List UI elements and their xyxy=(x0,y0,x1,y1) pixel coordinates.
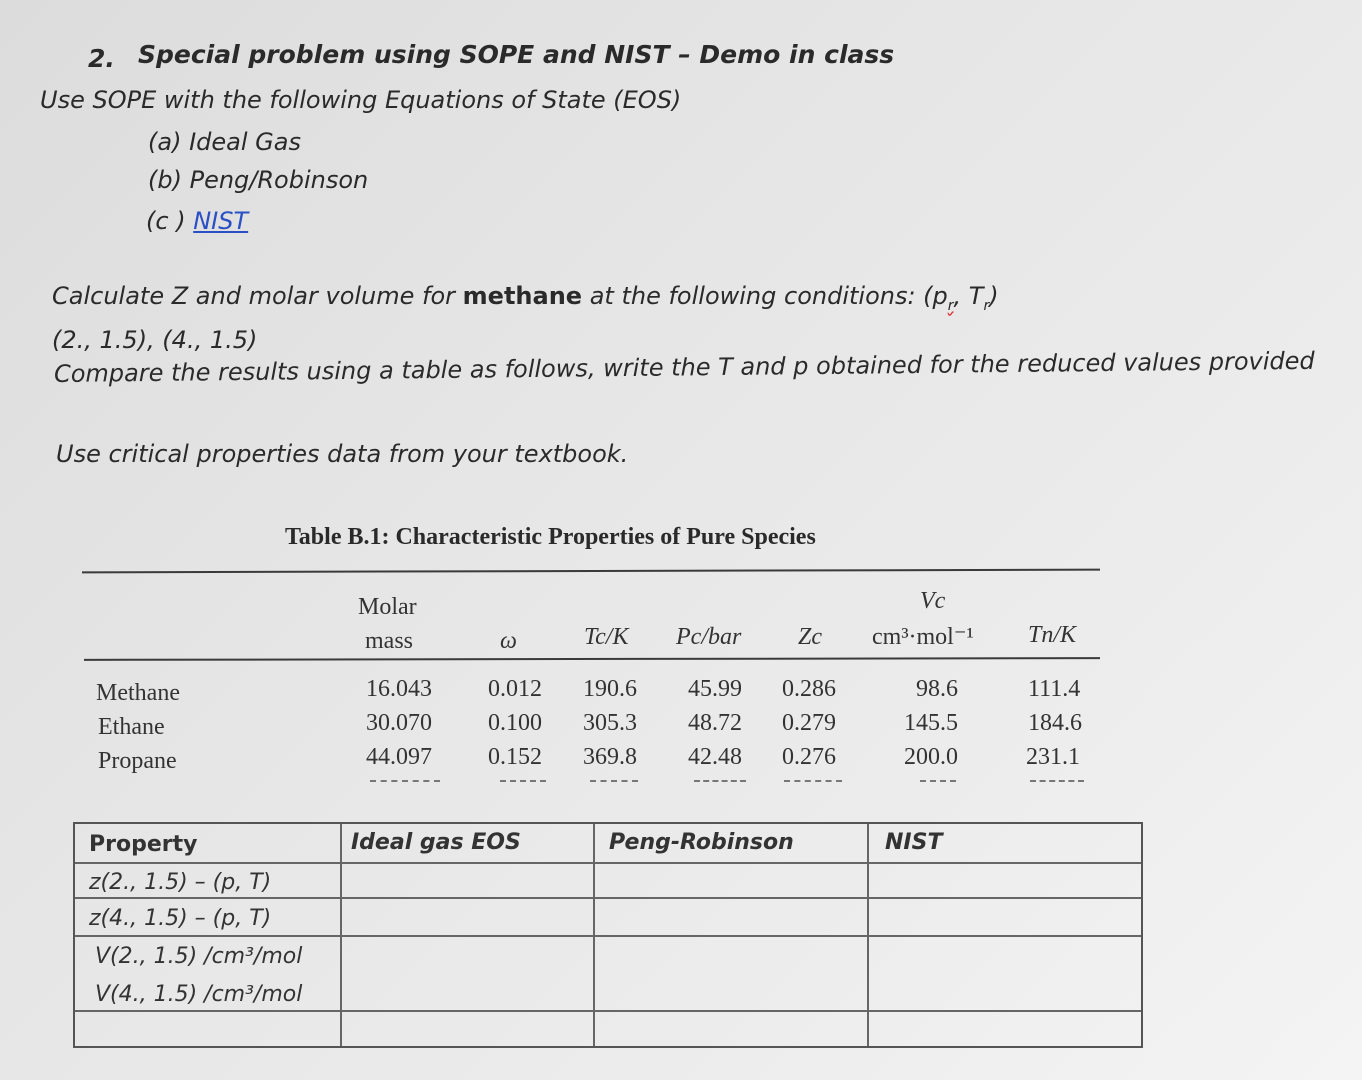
row-name: Propane xyxy=(98,748,177,774)
dash-mark xyxy=(500,780,546,782)
header-peng-robinson: Peng-Robinson xyxy=(609,830,794,855)
calc-suffix: at the following conditions: (p xyxy=(582,282,948,310)
dash-mark xyxy=(590,780,638,782)
table-b1-title: Table B.1: Characteristic Properties of Pure Species xyxy=(285,524,816,550)
header-ideal-gas: Ideal gas EOS xyxy=(351,830,521,855)
nist-link[interactable]: NIST xyxy=(193,207,249,235)
option-a-label: (a) xyxy=(148,128,182,156)
row-pc: 42.48 xyxy=(688,744,742,770)
row-mass: 16.043 xyxy=(366,676,432,702)
row-name: Ethane xyxy=(98,714,165,740)
dash-mark xyxy=(694,780,746,782)
row-tc: 190.6 xyxy=(583,676,637,702)
header-tc: Tc/K xyxy=(584,624,629,650)
header-vc-unit: cm³·mol⁻¹ xyxy=(872,624,974,650)
header-zc: Zc xyxy=(798,624,822,650)
row-tn: 111.4 xyxy=(1028,676,1081,702)
row-vc: 145.5 xyxy=(904,710,958,736)
calc-mid: , T xyxy=(953,282,984,310)
row-divider xyxy=(75,897,1141,899)
option-b-label: (b) xyxy=(148,166,182,194)
header-tn: Tn/K xyxy=(1028,622,1077,648)
row-zc: 0.286 xyxy=(782,676,836,702)
property-v-4: V(4., 1.5) /cm³/mol xyxy=(95,982,303,1007)
row-tn: 231.1 xyxy=(1026,744,1080,770)
problem-number: 2. xyxy=(88,44,115,73)
calc-bold: methane xyxy=(462,282,583,310)
calc-end: ) xyxy=(989,282,999,310)
row-vc: 98.6 xyxy=(916,676,958,702)
row-zc: 0.279 xyxy=(782,710,836,736)
calc-sub-r2: r xyxy=(983,297,990,314)
problem-title: Special problem using SOPE and NIST – Demo in class xyxy=(138,40,895,69)
row-pc: 48.72 xyxy=(688,710,742,736)
row-tn: 184.6 xyxy=(1028,710,1082,736)
row-vc: 200.0 xyxy=(904,744,958,770)
header-omega: ω xyxy=(500,628,517,654)
comparison-table xyxy=(73,822,1143,1048)
row-mass: 44.097 xyxy=(366,744,432,770)
dash-mark xyxy=(1030,780,1084,782)
option-b-text: Peng/Robinson xyxy=(189,166,369,194)
row-zc: 0.276 xyxy=(782,744,836,770)
option-a-text: Ideal Gas xyxy=(189,128,301,156)
header-nist: NIST xyxy=(885,830,943,855)
row-name: Methane xyxy=(96,680,180,706)
header-vc: Vc xyxy=(920,588,946,614)
calc-prefix: Calculate Z and molar volume for xyxy=(52,282,463,310)
row-divider xyxy=(75,1010,1141,1012)
property-z-2: z(2., 1.5) – (p, T) xyxy=(89,870,272,895)
header-mass: mass xyxy=(365,628,413,654)
calc-sub-r: r xyxy=(947,297,954,314)
row-pc: 45.99 xyxy=(688,676,742,702)
conditions: (2., 1.5), (4., 1.5) xyxy=(52,326,258,354)
header-molar: Molar xyxy=(358,594,417,620)
option-b xyxy=(148,166,368,194)
option-c xyxy=(146,207,248,235)
row-tc: 369.8 xyxy=(583,744,637,770)
property-v-2: V(2., 1.5) /cm³/mol xyxy=(95,944,303,969)
row-omega: 0.012 xyxy=(488,676,542,702)
dash-mark xyxy=(370,780,440,782)
row-omega: 0.100 xyxy=(488,710,542,736)
dash-mark xyxy=(784,780,842,782)
row-mass: 30.070 xyxy=(366,710,432,736)
option-c-label: (c ) xyxy=(146,207,186,235)
header-pc: Pc/bar xyxy=(676,624,742,650)
table-top-rule xyxy=(82,569,1100,574)
problem-intro: Use SOPE with the following Equations of State (EOS) xyxy=(40,86,682,114)
row-omega: 0.152 xyxy=(488,744,542,770)
header-property: Property xyxy=(89,832,198,857)
row-divider xyxy=(75,862,1141,864)
dash-mark xyxy=(920,780,956,782)
row-tc: 305.3 xyxy=(583,710,637,736)
critical-line: Use critical properties data from your textbook. xyxy=(56,440,629,468)
property-z-4: z(4., 1.5) – (p, T) xyxy=(89,906,272,931)
table-header-rule xyxy=(84,657,1100,661)
option-a xyxy=(148,128,301,156)
row-divider xyxy=(75,935,1141,937)
calc-line xyxy=(52,282,999,314)
compare-line: Compare the results using a table as follows, write the T and p obtained for the reduced values provided xyxy=(53,346,1315,388)
